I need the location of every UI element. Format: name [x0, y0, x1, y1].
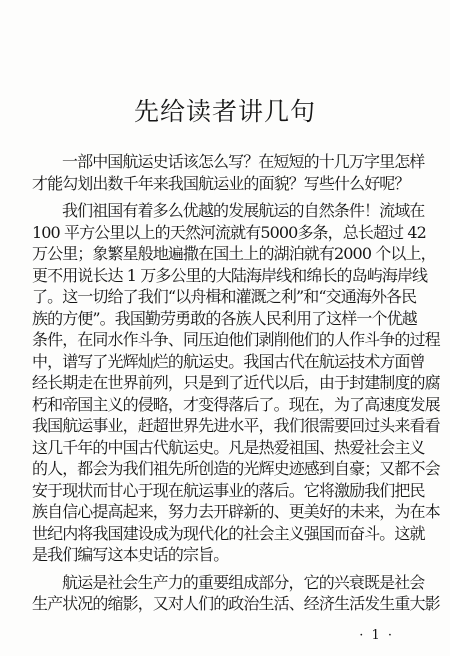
text-line: 这几千年的中国古代航运史。凡是热爱祖国、热爱社会主义: [32, 437, 425, 457]
text-line: 条件，在同水作斗争、同压迫他们剥削他们的人作斗争的过程: [32, 330, 440, 349]
text-line: 族的方便”。我国勤劳勇敢的各族人民利用了这样一个优越: [32, 308, 417, 328]
text-line: 航运是社会生产力的重要组成部分，它的兴衰既是社会: [62, 572, 425, 592]
text-line: 生产状况的缩影，又对人们的政治生活、经济生活发生重大影: [32, 594, 440, 613]
text-line: 的人，都会为我们祖先所创造的光辉史迹感到自豪；又都不会: [32, 459, 440, 478]
paragraph-2: [32, 200, 440, 566]
text-line: 我国航运事业，赶超世界先进水平，我们很需要回过头来看看: [32, 416, 440, 435]
text-line: 100 平方公里以上的天然河流就有5000多条，总长超过 42: [32, 222, 426, 242]
text-line: 世纪内将我国建设成为现代化的社会主义强国而奋斗。这就: [32, 523, 425, 543]
paragraph-1: [32, 151, 425, 194]
text-line: 中，谱写了光辉灿烂的航运史。我国古代在航运技术方面曾: [32, 351, 425, 371]
text-line: 我们祖国有着多么优越的发展航运的自然条件！流域在: [62, 201, 425, 220]
text-line: 经长期走在世界前列，只是到了近代以后，由于封建制度的腐: [32, 373, 440, 392]
text-line: 是我们编写这本史话的宗旨。: [32, 545, 229, 564]
text-line: 一部中国航运史话该怎么写？在短短的十几万字里怎样: [62, 152, 425, 171]
text-line: 族自信心提高起来，努力去开辟新的、更美好的未来，为在本: [32, 502, 440, 521]
text-line: 朽和帝国主义的侵略，才变得落后了。现在，为了高速度发展: [32, 394, 440, 414]
paragraph-3: [32, 572, 440, 615]
text-line: 才能勾划出数千年来我国航运业的面貌？写些什么好呢？: [32, 173, 410, 193]
text-line: 万公里；象繁星般地遍撒在国土上的湖泊就有2000 个以上，: [32, 244, 436, 263]
page-title: 先给读者讲几句: [133, 97, 316, 126]
page-body: [32, 151, 440, 615]
text-line: 了。这一切给了我们“以舟楫和灌溉之利”和“交通海外各民: [32, 287, 417, 306]
text-line: 安于现状而甘心于现在航运事业的落后。它将激励我们把民: [32, 480, 425, 500]
text-line: 更不用说长达 1 万多公里的大陆海岸线和绵长的岛屿海岸线: [32, 265, 428, 285]
page-number: · 1 ·: [359, 628, 394, 643]
